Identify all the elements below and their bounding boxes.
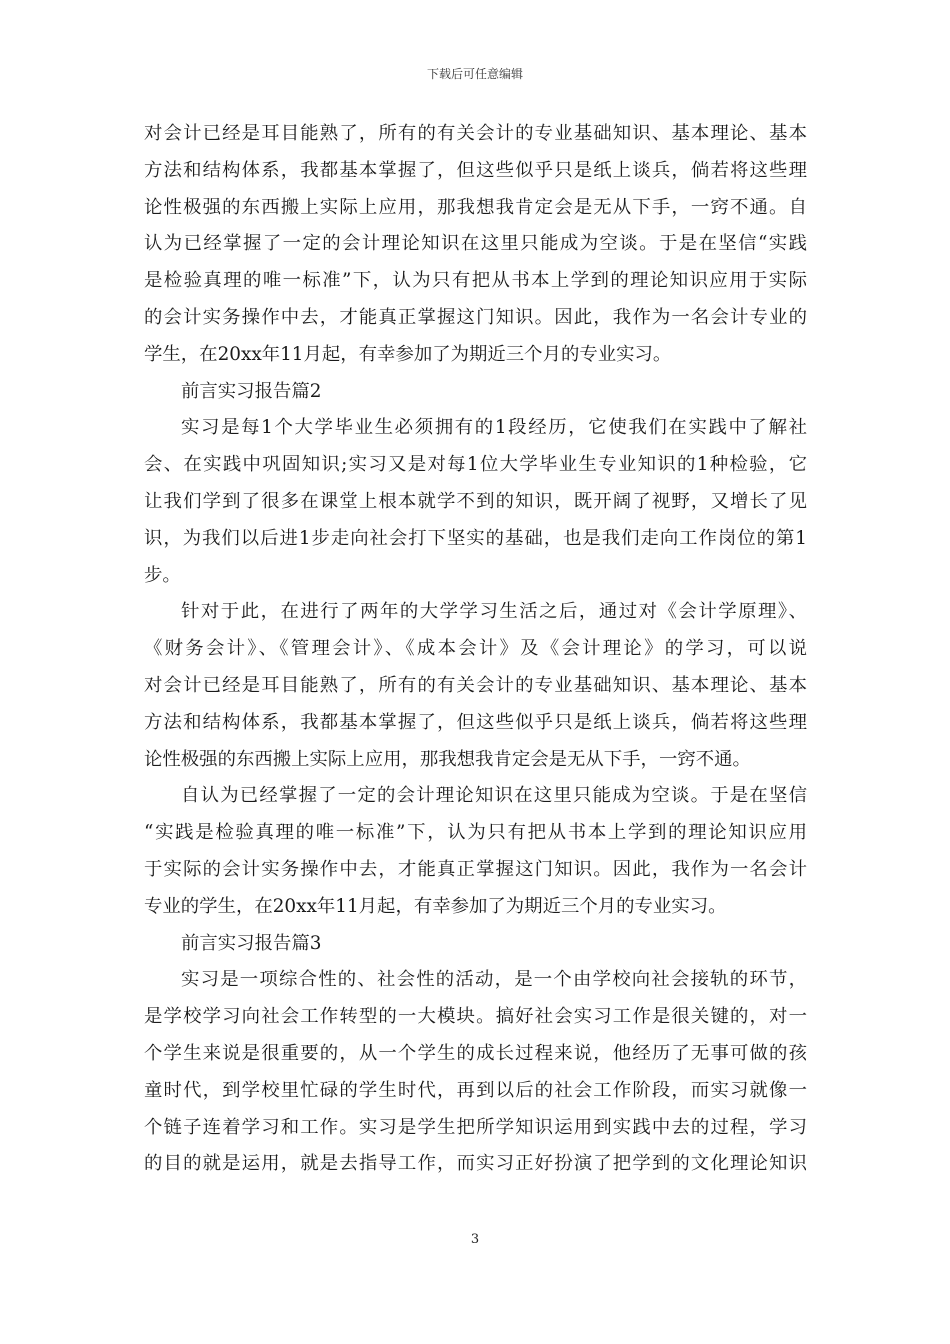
- document-body: [144, 116, 807, 1183]
- text-line: 论性极强的东西搬上实际上应用，那我想我肯定会是无从下手，一窍不通。自: [144, 196, 807, 218]
- paragraph: [144, 778, 807, 925]
- text-line: 是学校学习向社会工作转型的一大模块。搞好社会实习工作是很关键的，对一: [144, 1006, 807, 1028]
- text-line: 个学生来说是很重要的，从一个学生的成长过程来说，他经历了无事可做的孩: [144, 1042, 807, 1064]
- text-line: 实习是每1个大学毕业生必须拥有的1段经历，它使我们在实践中了解社: [181, 417, 807, 439]
- text-line: 论性极强的东西搬上实际上应用，那我想我肯定会是无从下手，一窍不通。: [144, 748, 751, 770]
- text-line: 的会计实务操作中去，才能真正掌握这门知识。因此，我作为一名会计专业的: [144, 306, 807, 328]
- text-line: 学生，在20xx年11月起，有幸参加了为期近三个月的专业实习。: [144, 343, 672, 365]
- paragraph: [144, 962, 807, 1183]
- section-heading: 前言实习报告篇3: [181, 932, 322, 954]
- text-line: 于实际的会计实务操作中去，才能真正掌握这门知识。因此，我作为一名会计: [144, 858, 807, 880]
- text-line: 步。: [144, 564, 181, 586]
- text-line: 认为已经掌握了一定的会计理论知识在这里只能成为空谈。于是在坚信“实践: [144, 233, 807, 255]
- text-line: 《财务会计》、《管理会计》、《成本会计》及《会计理论》的学习，可以说: [144, 638, 807, 660]
- text-line: 个链子连着学习和工作。实习是学生把所学知识运用到实践中去的过程，学习: [144, 1116, 807, 1138]
- paragraph: [144, 116, 807, 374]
- paragraph: [144, 594, 807, 778]
- text-line: 方法和结构体系，我都基本掌握了，但这些似乎只是纸上谈兵，倘若将这些理: [144, 159, 807, 181]
- text-line: 让我们学到了很多在课堂上根本就学不到的知识，既开阔了视野，又增长了见: [144, 490, 807, 512]
- text-line: 专业的学生，在20xx年11月起，有幸参加了为期近三个月的专业实习。: [144, 895, 727, 917]
- text-line: “实践是检验真理的唯一标准”下，认为只有把从书本上学到的理论知识应用: [144, 822, 807, 844]
- text-line: 童时代，到学校里忙碌的学生时代，再到以后的社会工作阶段，而实习就像一: [144, 1079, 807, 1101]
- page-header: 下载后可任意编辑: [426, 67, 523, 81]
- page-number: 3: [470, 1232, 480, 1247]
- text-line: 对会计已经是耳目能熟了，所有的有关会计的专业基础知识、基本理论、基本: [144, 123, 807, 144]
- text-line: 对会计已经是耳目能熟了，所有的有关会计的专业基础知识、基本理论、基本: [144, 674, 807, 696]
- text-line: 是检验真理的唯一标准”下，认为只有把从书本上学到的理论知识应用于实际: [144, 270, 807, 292]
- text-line: 的目的就是运用，就是去指导工作，而实习正好扮演了把学到的文化理论知识: [144, 1153, 807, 1175]
- text-line: 方法和结构体系，我都基本掌握了，但这些似乎只是纸上谈兵，倘若将这些理: [144, 711, 807, 733]
- paragraph: [144, 410, 807, 594]
- text-line: 针对于此，在进行了两年的大学学习生活之后，通过对《会计学原理》、: [181, 601, 807, 623]
- text-line: 实习是一项综合性的、社会性的活动，是一个由学校向社会接轨的环节，: [181, 969, 807, 991]
- text-line: 识，为我们以后进1步走向社会打下坚实的基础，也是我们走向工作岗位的第1: [144, 527, 807, 549]
- section-heading: 前言实习报告篇2: [181, 380, 322, 402]
- text-line: 会、在实践中巩固知识;实习又是对每1位大学毕业生专业知识的1种检验，它: [144, 454, 807, 476]
- text-line: 自认为已经掌握了一定的会计理论知识在这里只能成为空谈。于是在坚信: [181, 785, 807, 807]
